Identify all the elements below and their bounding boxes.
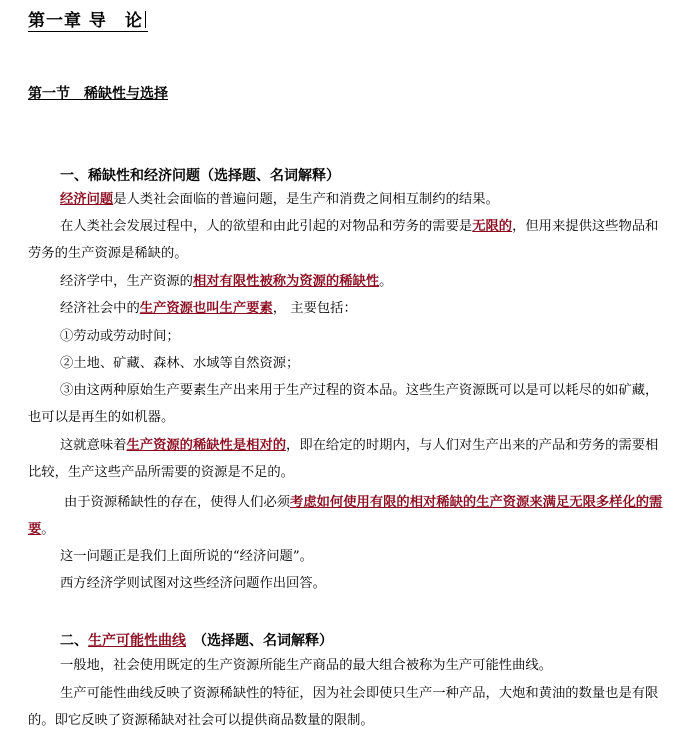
section-title: 第一节 稀缺性与选择 bbox=[28, 86, 168, 102]
list-item-capital: ③由这两种原始生产要素生产出来用于生产过程的资本品。这些生产资源既可以是可以耗尽的如矿藏，也可以是再生的如机器。 bbox=[28, 383, 659, 425]
paragraph-economic-problem: 经济问题是人类社会面临的普遍问题，是生产和消费之间相互制约的结果。 bbox=[60, 192, 499, 207]
highlight-term: 经济问题 bbox=[60, 192, 114, 207]
highlight-term: 无限的 bbox=[472, 219, 513, 234]
highlight-term: 考虑如何使用有限的相对稀缺的生产资源来满足无限多样化的需要 bbox=[28, 495, 663, 537]
list-item-labor: ①劳动或劳动时间； bbox=[60, 329, 180, 344]
paragraph-choice: 由于资源稀缺性的存在，使得人们必须考虑如何使用有限的相对稀缺的生产资源来满足无限多样化的需要。 bbox=[28, 495, 663, 537]
paragraph-unlimited-wants: 在人类社会发展过程中，人的欲望和由此引起的对物品和劳务的需要是无限的，但用来提供这些物品和劳务的生产资源是稀缺的。 bbox=[28, 219, 659, 261]
text-cursor bbox=[145, 11, 146, 28]
chapter-title: 第一章 导 论 bbox=[28, 6, 148, 32]
highlight-term: 生产可能性曲线 bbox=[88, 633, 186, 649]
part1-heading: 一、稀缺性和经济问题（选择题、名词解释） bbox=[60, 168, 340, 184]
part2-heading: 二、生产可能性曲线 （选择题、名词解释） bbox=[60, 633, 333, 649]
highlight-term: 生产资源的稀缺性是相对的 bbox=[126, 438, 287, 453]
paragraph-western-economics: 西方经济学则试图对这些经济问题作出回答。 bbox=[60, 576, 326, 591]
paragraph-production-factors: 经济社会中的生产资源也叫生产要素， 主要包括： bbox=[60, 301, 357, 316]
paragraph-ppf-definition: 一般地，社会使用既定的生产资源所能生产商品的最大组合被称为生产可能性曲线。 bbox=[60, 658, 552, 673]
paragraph-economic-question: 这一问题正是我们上面所说的“经济问题”。 bbox=[60, 549, 313, 564]
highlight-term: 相对有限性被称为资源的稀缺性 bbox=[192, 274, 380, 289]
list-item-land: ②土地、矿藏、森林、水域等自然资源； bbox=[60, 356, 300, 371]
highlight-term: 生产资源也叫生产要素 bbox=[139, 301, 273, 316]
paragraph-scarcity-definition: 经济学中，生产资源的相对有限性被称为资源的稀缺性。 bbox=[60, 274, 393, 289]
paragraph-ppf-scarcity: 生产可能性曲线反映了资源稀缺性的特征，因为社会即使只生产一种产品，大炮和黄油的数量也是有限的。即它反映了资源稀缺对社会可以提供商品数量的限制。 bbox=[28, 686, 659, 728]
paragraph-relative-scarcity: 这就意味着生产资源的稀缺性是相对的，即在给定的时期内，与人们对生产出来的产品和劳务的需要相比较，生产这些产品所需要的资源是不足的。 bbox=[28, 438, 659, 480]
